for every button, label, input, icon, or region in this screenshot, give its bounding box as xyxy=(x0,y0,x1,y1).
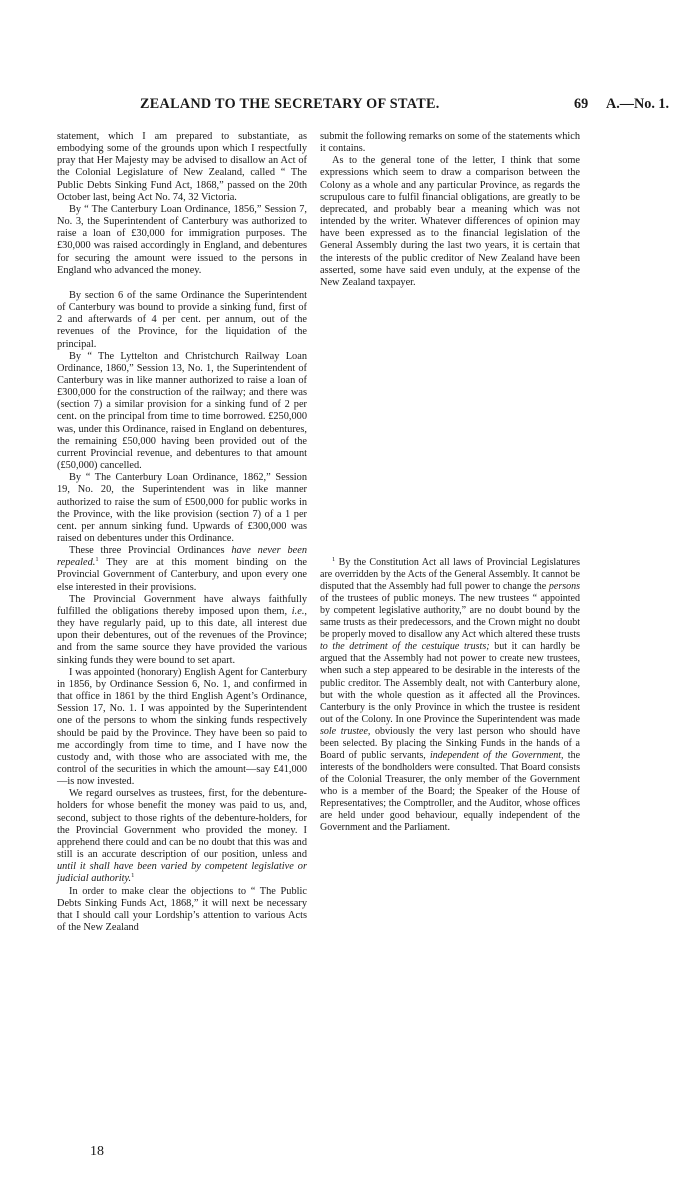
left-paragraph-10: In order to make clear the objections to “ The Public Debts Sinking Funds Act, 1868,” it will next be necessary that I should call your Lordship’s attention to various Acts of the New Zealand xyxy=(57,885,307,933)
p7-text-end: , they have regularly paid, up to this date, all interest due upon their debentures, out of the revenues of the Province; and from the same source they have provided the various sinking funds they were bound to set apart. xyxy=(57,605,307,666)
left-paragraph-9 xyxy=(57,788,307,885)
p9-text-start: We regard ourselves as trustees, first, for the debenture-holders for whose benefit the money was paid to us, and, second, subject to those rights of the debenture-holders, for the Provincial Government who provided the money. I apprehend there could and can be no doubt that this was and still is an accurate description of our position, unless and xyxy=(57,788,307,861)
left-paragraph-2: By “ The Canterbury Loan Ordinance, 1856,” Session 7, No. 3, the Superintendent of Canterbury was authorized to raise a loan of £30,000 for immigration purposes. The £30,000 was raised accordingly in England, and debentures for securing the amount were issued to the persons in England who advanced the money. xyxy=(57,203,307,276)
right-column xyxy=(320,131,580,834)
p9-emphasis: until it shall have been varied by competent legislative or judicial authority. xyxy=(57,861,307,885)
footnote-text-2: of the trustees of public moneys. The new trustees “ appointed by competent legislative authority,” are no doubt bound by the same trusts as their predecessors, and the Crown might no doubt be properly moved to disallow any Act which altered these trusts xyxy=(320,593,580,641)
page-number: 69 xyxy=(574,96,589,112)
p6-text-start: These three Provincial Ordinances xyxy=(69,545,232,557)
footnote-ref: 1 xyxy=(131,872,135,880)
left-paragraph-8: I was appointed (honorary) English Agent for Canterbury in 1856, by Ordinance Session 6, No. 1, and confirmed in that office in 1861 by the third English Agent’s Ordinance, Session 17, No. 1. I was appointed by the Superintendent one of the persons to whom the sinking funds respectively should be paid by the Province. They have been so paid to me accordingly from time to time, and I have now the custody and, with those who are associated with me, the control of the securities in which the amount—say £41,000—is now invested. xyxy=(57,666,307,788)
footnote-text-5: the interests of the bondholders were consulted. That Board consists of the Colonial Treasurer, the only member of the Government who is a member of the Board; the Speaker of the House of Representatives; the Comptroller, and the Auditor, whose offices are held under good behaviour, equally independent of the Government and the Parliament. xyxy=(320,749,581,834)
page-header xyxy=(0,96,700,118)
footnote-emphasis-1: persons xyxy=(548,581,580,593)
footnote-text-1: By the Constitution Act all laws of Provincial Legislatures are overridden by the Acts of the General Assembly. It cannot be disputed that the Assembly had full power to change the xyxy=(320,557,580,593)
document-id: A.—No. 1. xyxy=(606,96,670,112)
left-paragraph-1: statement, which I am prepared to substantiate, as embodying some of the grounds upon which I respectfully pray that Her Majesty may be advised to disallow an Act of the Colonial Legislature of New Zealand, called “ The Public Debts Sinking Fund Act, 1868,” passed on the 20th October last, being Act No. 74, 32 Victoria. xyxy=(57,131,307,203)
p6-emphasis: have never been repealed. xyxy=(57,545,307,569)
footnote-spacer xyxy=(320,289,580,557)
left-paragraph-7 xyxy=(57,594,307,667)
right-paragraph-1: submit the following remarks on some of the statements which it contains. xyxy=(320,131,580,155)
signature-mark: 18 xyxy=(90,1144,104,1159)
footnote-emphasis-4: independent of the Government, xyxy=(430,749,564,761)
left-paragraph-5: By “ The Canterbury Loan Ordinance, 1862,” Session 19, No. 20, the Superintendent was in like manner authorized to raise the sum of £500,000 for public works in the Province, with the like provision (section 7) of a 1 per cent. per annum sinking fund. Upwards of £300,000 was raised on debentures under this Ordinance. xyxy=(57,472,307,544)
footnote-ref: 1 xyxy=(95,556,99,564)
footnote xyxy=(320,557,580,834)
running-title: ZEALAND TO THE SECRETARY OF STATE. xyxy=(140,96,440,112)
left-paragraph-6 xyxy=(57,545,307,594)
p7-text-start: The Provincial Government have always faithfully fulfilled the obligations thereby imposed upon them, xyxy=(57,593,307,617)
right-paragraph-2: As to the general tone of the letter, I think that some expressions which seem to draw a comparison between the Colony as a whole and any particular Province, as regards the scrupulous care to fulfil financial obligations, are greatly to be deprecated, and probably bear a meaning which was not intended by the writer. Whatever differences of opinion may have been expressed as to the financial legislation of the General Assembly during the last two years, it is certain that the interests of the public creditor of New Zealand have been asserted, some have said even unduly, at the expense of the New Zealand taxpayer. xyxy=(320,155,580,288)
footnote-emphasis-3: sole trustee, xyxy=(320,725,371,737)
footnote-text-4: obviously the very last person who should have been selected. By placing the Sinking Funds in the hands of a Board of public servants, xyxy=(320,725,581,761)
left-column xyxy=(57,131,307,934)
left-paragraph-3: By section 6 of the same Ordinance the Superintendent of Canterbury was bound to provide a sinking fund, first of 2 and afterwards of 4 per cent. per annum, out of the revenues of the Province, for the liquidation of the principal. xyxy=(57,289,307,350)
footnote-emphasis-2: to the detriment of the cestuique trusts; xyxy=(320,641,490,653)
left-paragraph-4: By “ The Lyttelton and Christchurch Railway Loan Ordinance, 1860,” Session 13, No. 1, the Superintendent of Canterbury was in like manner authorized to raise a loan of £300,000 for the construction of the railway; and there was (section 7) a similar provision for a sinking fund of 2 per cent. on the principal from time to time borrowed. £250,000 was, under this Ordinance, raised in England on debentures, the remaining £50,000 having been provided out of the current Provincial revenue, and debentures to that amount (£50,000) cancelled. xyxy=(57,350,307,472)
paragraph-gap xyxy=(57,277,307,290)
p6-text-end: They are at this moment binding on the Provincial Government of Canterbury, and upon every one else interested in their provisions. xyxy=(57,557,307,593)
footnote-marker: 1 xyxy=(332,556,336,564)
p7-emphasis: i.e. xyxy=(291,605,305,617)
footnote-text-3: but it can hardly be argued that the Assembly had not power to create new trustees, when such a step appeared to be desirable in the interests of the public creditor. The Assembly dealt, not with Canterbury alone, but with the whole question as it affected all the Provinces. Canterbury is the only Province in which the trustee is resident out of the Colony. In one Province the Superintendent was made xyxy=(320,641,580,725)
